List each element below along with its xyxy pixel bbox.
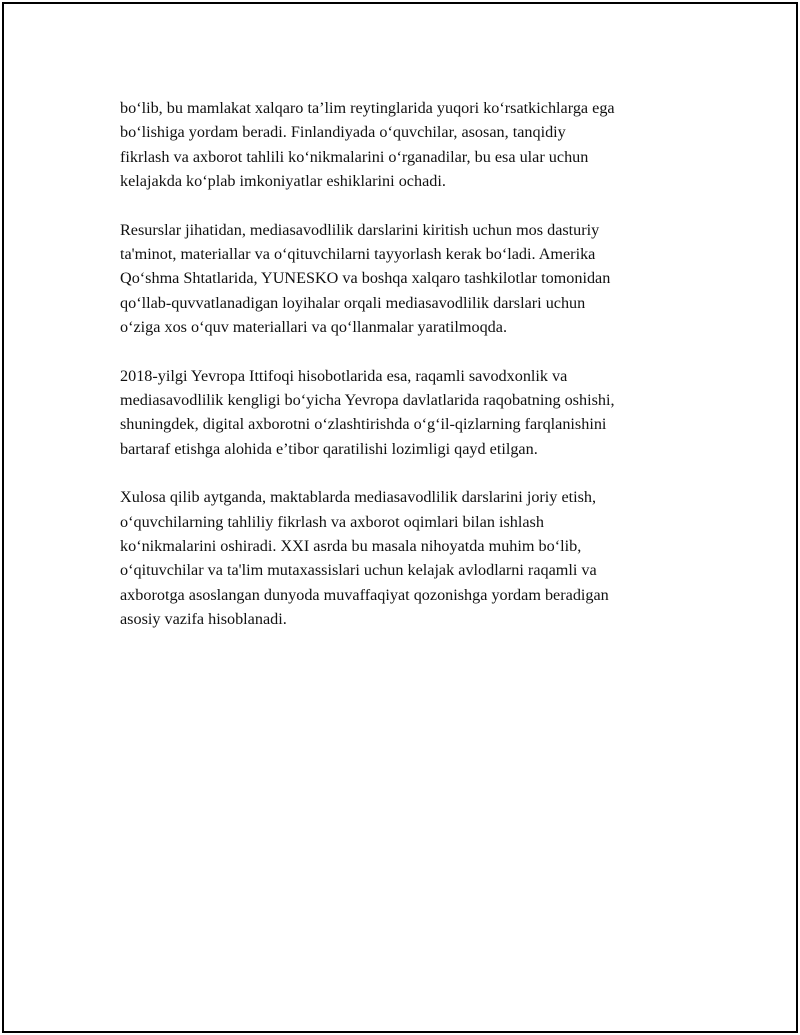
text-line: axborotga asoslangan dunyoda muvaffaqiyat qozonishga yordam beradigan: [120, 585, 609, 604]
text-line: mediasavodlilik kengligi bo‘yicha Yevropa davlatlarida raqobatning oshishi,: [120, 390, 615, 409]
text-line: o‘ziga xos o‘quv materiallari va qo‘llanmalar yaratilmoqda.: [120, 317, 508, 336]
text-line: asosiy vazifa hisoblanadi.: [120, 609, 287, 628]
text-line: bartaraf etishga alohida e’tibor qaratilishi lozimligi qayd etilgan.: [120, 439, 538, 458]
text-line: ko‘nikmalarini oshiradi. XXI asrda bu masala nihoyatda muhim bo‘lib,: [120, 536, 582, 555]
text-line: Qo‘shma Shtatlarida, YUNESKO va boshqa xalqaro tashkilotlar tomonidan: [120, 269, 611, 288]
paragraph: [120, 218, 710, 339]
paragraph: [120, 96, 710, 193]
text-line: qo‘llab-quvvatlanadigan loyihalar orqali mediasavodlilik darslari uchun: [120, 293, 586, 312]
text-line: fikrlash va axborot tahlili ko‘nikmalarini o‘rganadilar, bu esa ular uchun: [120, 147, 589, 166]
text-line: Xulosa qilib aytganda, maktablarda mediasavodlilik darslarini joriy etish,: [120, 488, 597, 507]
text-line: o‘quvchilarning tahliliy fikrlash va axborot oqimlari bilan ishlash: [120, 512, 544, 531]
text-line: 2018-yilgi Yevropa Ittifoqi hisobotlarida esa, raqamli savodxonlik va: [120, 366, 568, 385]
page-body: [120, 96, 710, 656]
document-page: [2, 2, 798, 1033]
text-line: kelajakda ko‘plab imkoniyatlar eshiklarini ochadi.: [120, 171, 446, 190]
text-line: ta'minot, materiallar va o‘qituvchilarni tayyorlash kerak bo‘ladi. Amerika: [120, 244, 596, 263]
paragraph: [120, 364, 710, 461]
text-line: bo‘lib, bu mamlakat xalqaro ta’lim reytinglarida yuqori ko‘rsatkichlarga ega: [120, 99, 615, 117]
paragraph: [120, 485, 710, 631]
text-line: o‘qituvchilar va ta'lim mutaxassislari uchun kelajak avlodlarni raqamli va: [120, 561, 597, 580]
text-line: bo‘lishiga yordam beradi. Finlandiyada o‘quvchilar, asosan, tanqidiy: [120, 123, 566, 142]
text-line: shuningdek, digital axborotni o‘zlashtirishda o‘g‘il-qizlarning farqlanishini: [120, 415, 607, 434]
text-line: Resurslar jihatidan, mediasavodlilik darslarini kiritish uchun mos dasturiy: [120, 220, 600, 239]
